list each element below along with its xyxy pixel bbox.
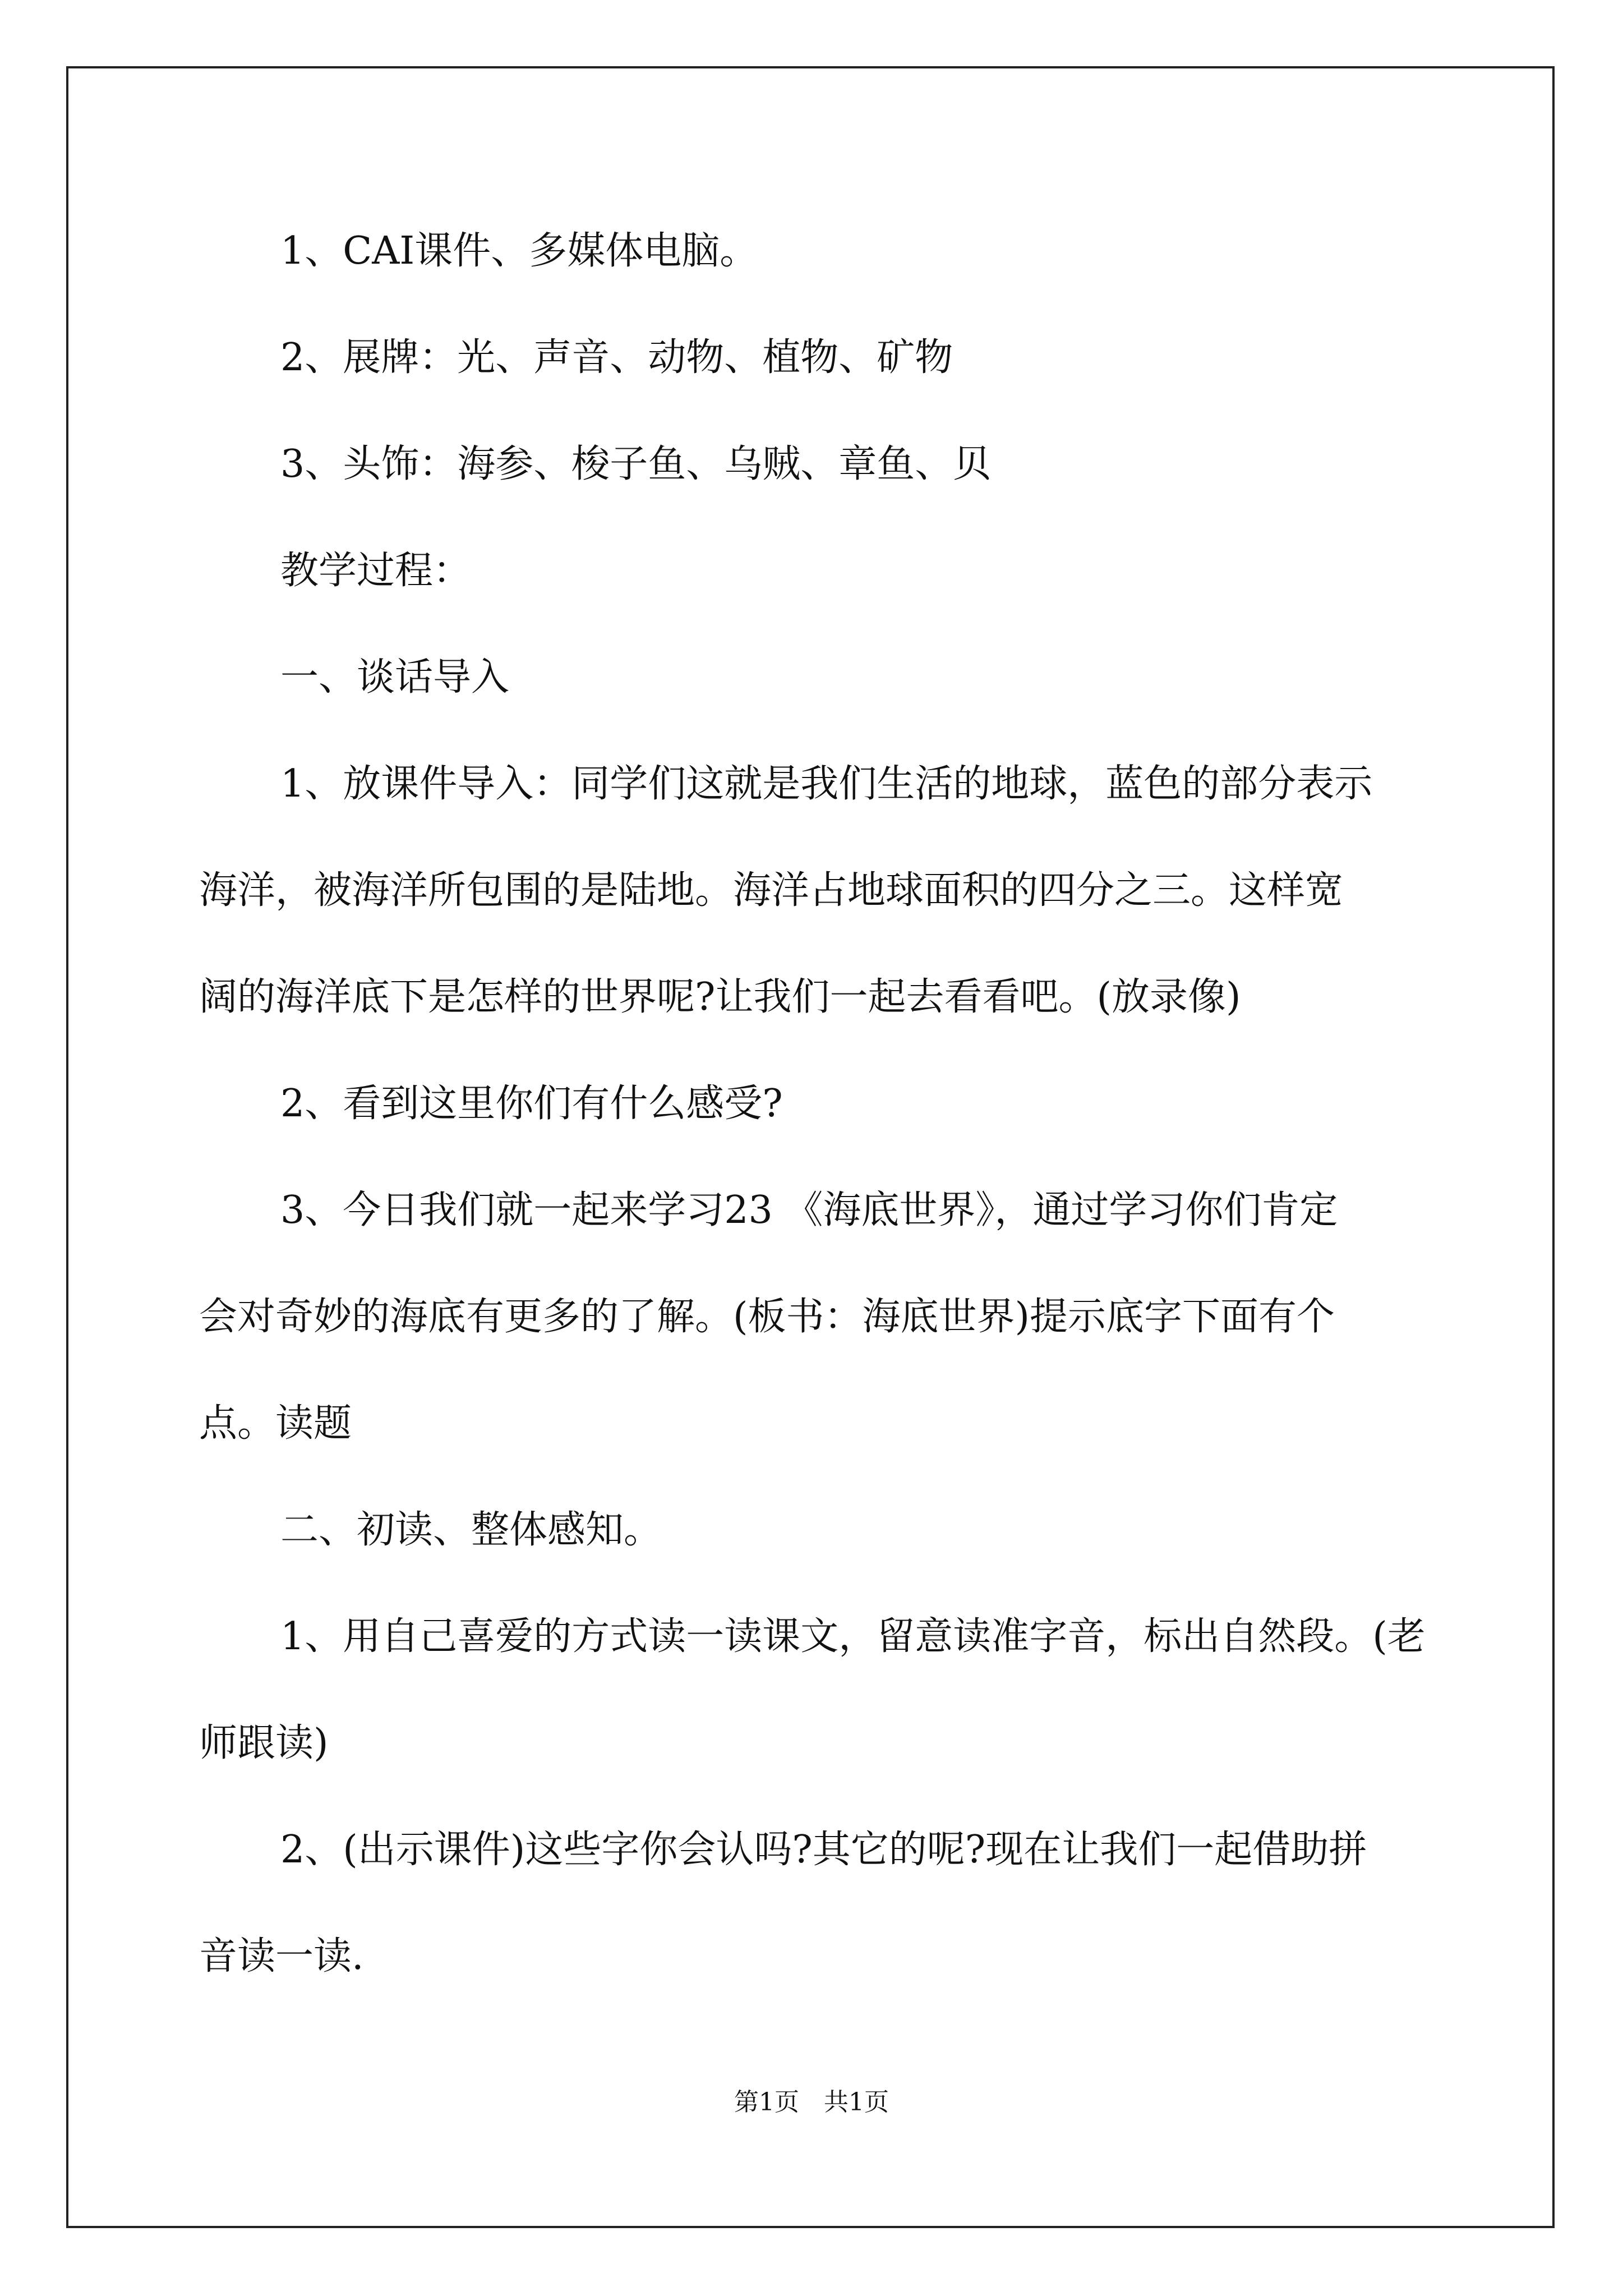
paragraph-4-line-1: 1、用自己喜爱的方式读一读课文，留意读准字音，标出自然段。(老 (280, 1614, 1426, 1659)
paragraph-1-line-2: 海洋，被海洋所包围的是陆地。海洋占地球面积的四分之三。这样宽 (199, 868, 1344, 913)
paragraph-3-line-1: 3、今日我们就一起来学习23 《海底世界》，通过学习你们肯定 (280, 1188, 1338, 1232)
paragraph-2: 2、看到这里你们有什么感受? (280, 1082, 783, 1126)
page-border (66, 66, 1555, 2228)
text-line-materials-2: 2、展牌：光、声音、动物、植物、矿物 (280, 335, 953, 380)
section-heading-first-reading: 二、初读、整体感知。 (280, 1508, 662, 1552)
text-line-materials-3: 3、头饰：海参、梭子鱼、乌贼、章鱼、贝 (280, 442, 992, 486)
text-line-materials-1: 1、CAI课件、多媒体电脑。 (280, 229, 758, 273)
page-number-footer: 第1页 共1页 (734, 2088, 889, 2116)
paragraph-1-line-1: 1、放课件导入：同学们这就是我们生活的地球，蓝色的部分表示 (280, 762, 1373, 806)
paragraph-4-line-2: 师跟读) (199, 1721, 329, 1765)
paragraph-3-line-2: 会对奇妙的海底有更多的了解。(板书：海底世界)提示底字下面有个 (199, 1295, 1335, 1339)
paragraph-1-line-3: 阔的海洋底下是怎样的世界呢?让我们一起去看看吧。(放录像) (199, 975, 1241, 1019)
section-heading-process: 教学过程： (280, 549, 472, 593)
paragraph-3-line-3: 点。读题 (199, 1401, 352, 1446)
paragraph-5-line-1: 2、(出示课件)这些字你会认吗?其它的呢?现在让我们一起借助拼 (280, 1828, 1367, 1872)
paragraph-5-line-2: 音读一读. (199, 1934, 364, 1978)
section-heading-intro: 一、谈话导入 (280, 655, 510, 700)
